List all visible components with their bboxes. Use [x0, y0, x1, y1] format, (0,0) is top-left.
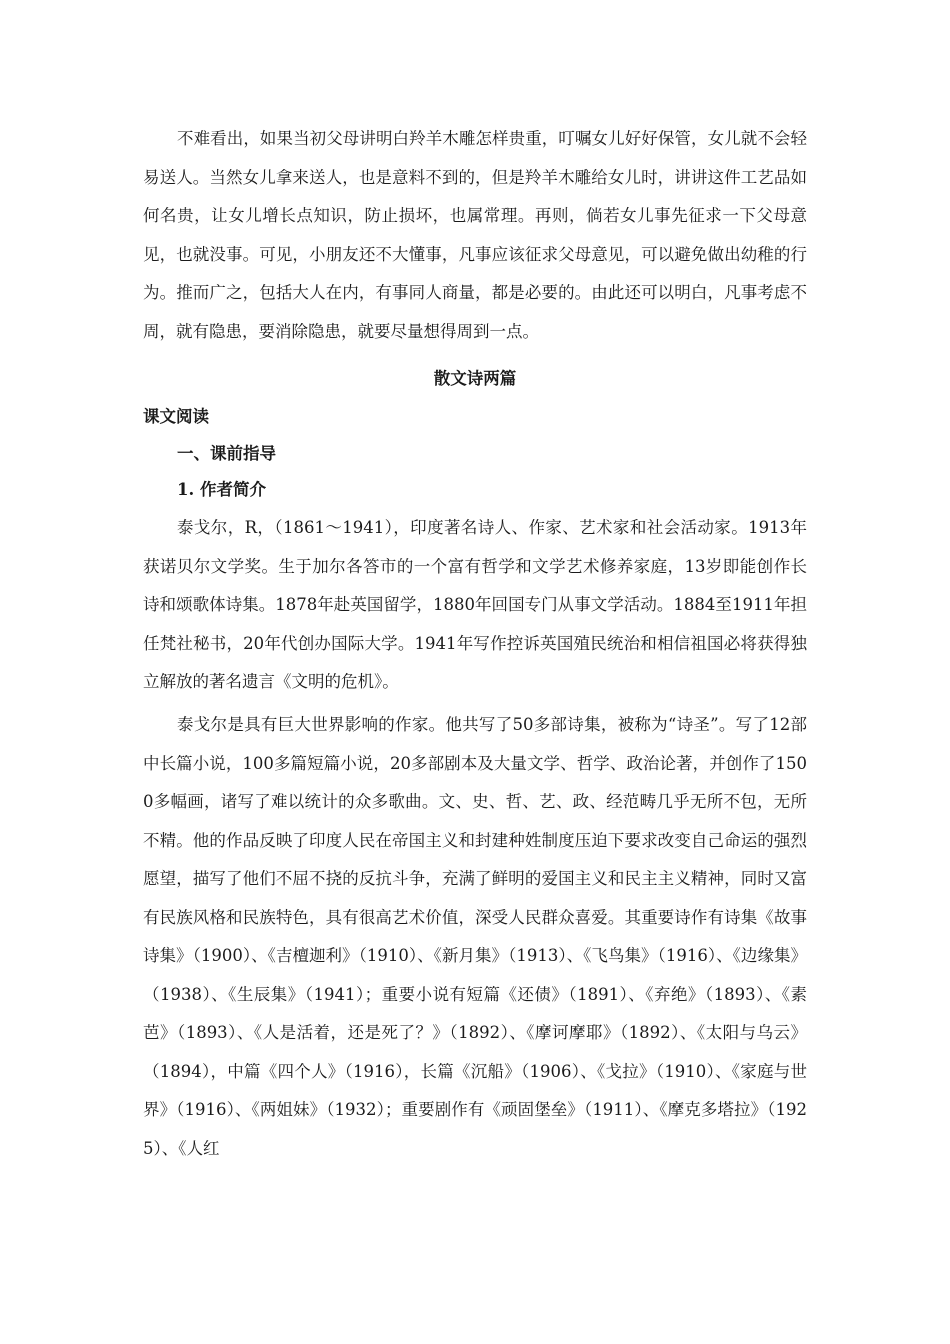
paragraph-intro: 不难看出，如果当初父母讲明白羚羊木雕怎样贵重，叮嘱女儿好好保管，女儿就不会轻易送人。当然女儿拿来送人，也是意料不到的，但是羚羊木雕给女儿时，讲讲这件工艺品如何名贵，让女儿增长点知识，防止损坏，也属常理。再则，倘若女儿事先征求一下父母意见，也就没事。可见，小朋友还不大懂事，凡事应该征求父母意见，可以避免做出幼稚的行为。推而广之，包括大人在内，有事同人商量，都是必要的。由此还可以明白，凡事考虑不周，就有隐患，要消除隐患，就要尽量想得周到一点。: [143, 129, 807, 341]
section-heading: 课文阅读: [143, 407, 209, 426]
subsubsection-heading: 1. 作者简介: [177, 480, 266, 499]
paragraph-author-2: 泰戈尔是具有巨大世界影响的作家。他共写了50多部诗集，被称为“诗圣”。写了12部中长篇小说，100多篇短篇小说，20多部剧本及大量文学、哲学、政治论著，并创作了1500多幅画，诸写了难以统计的众多歌曲。文、史、哲、艺、政、经范畴几乎无所不包，无所不精。他的作品反映了印度人民在帝国主义和封建种姓制度压迫下要求改变自己命运的强烈愿望，描写了他们不屈不挠的反抗斗争，充满了鲜明的爱国主义和民主主义精神，同时又富有民族风格和民族特色，具有很高艺术价值，深受人民群众喜爱。其重要诗作有诗集《故事诗集》（1900）、《吉檀迦利》（1910）、《新月集》（1913）、《飞鸟集》（1916）、《边缘集》（1938）、《生辰集》（1941）；重要小说有短篇《还债》（1891）、《弃绝》（1893）、《素芭》（1893）、《人是活着，还是死了？》（1892）、《摩诃摩耶》（1892）、《太阳与乌云》（1894），中篇《四个人》（1916），长篇《沉船》（1906）、《戈拉》（1910）、《家庭与世界》（1916）、《两姐妹》（1932）；重要剧作有《顽固堡垒》（1911）、《摩克多塔拉》（1925）、《人红: [143, 715, 807, 1158]
paragraph-author-1: 泰戈尔，R，（1861～1941），印度著名诗人、作家、艺术家和社会活动家。1913年获诺贝尔文学奖。生于加尔各答市的一个富有哲学和文学艺术修养家庭，13岁即能创作长诗和颂歌体诗集。1878年赴英国留学，1880年回国专门从事文学活动。1884至1911年担任梵社秘书，20年代创办国际大学。1941年写作控诉英国殖民统治和相信祖国必将获得独立解放的著名遗言《文明的危机》。: [143, 518, 807, 691]
subsection-heading: 一、课前指导: [177, 444, 276, 463]
page-title: 散文诗两篇: [433, 369, 517, 388]
